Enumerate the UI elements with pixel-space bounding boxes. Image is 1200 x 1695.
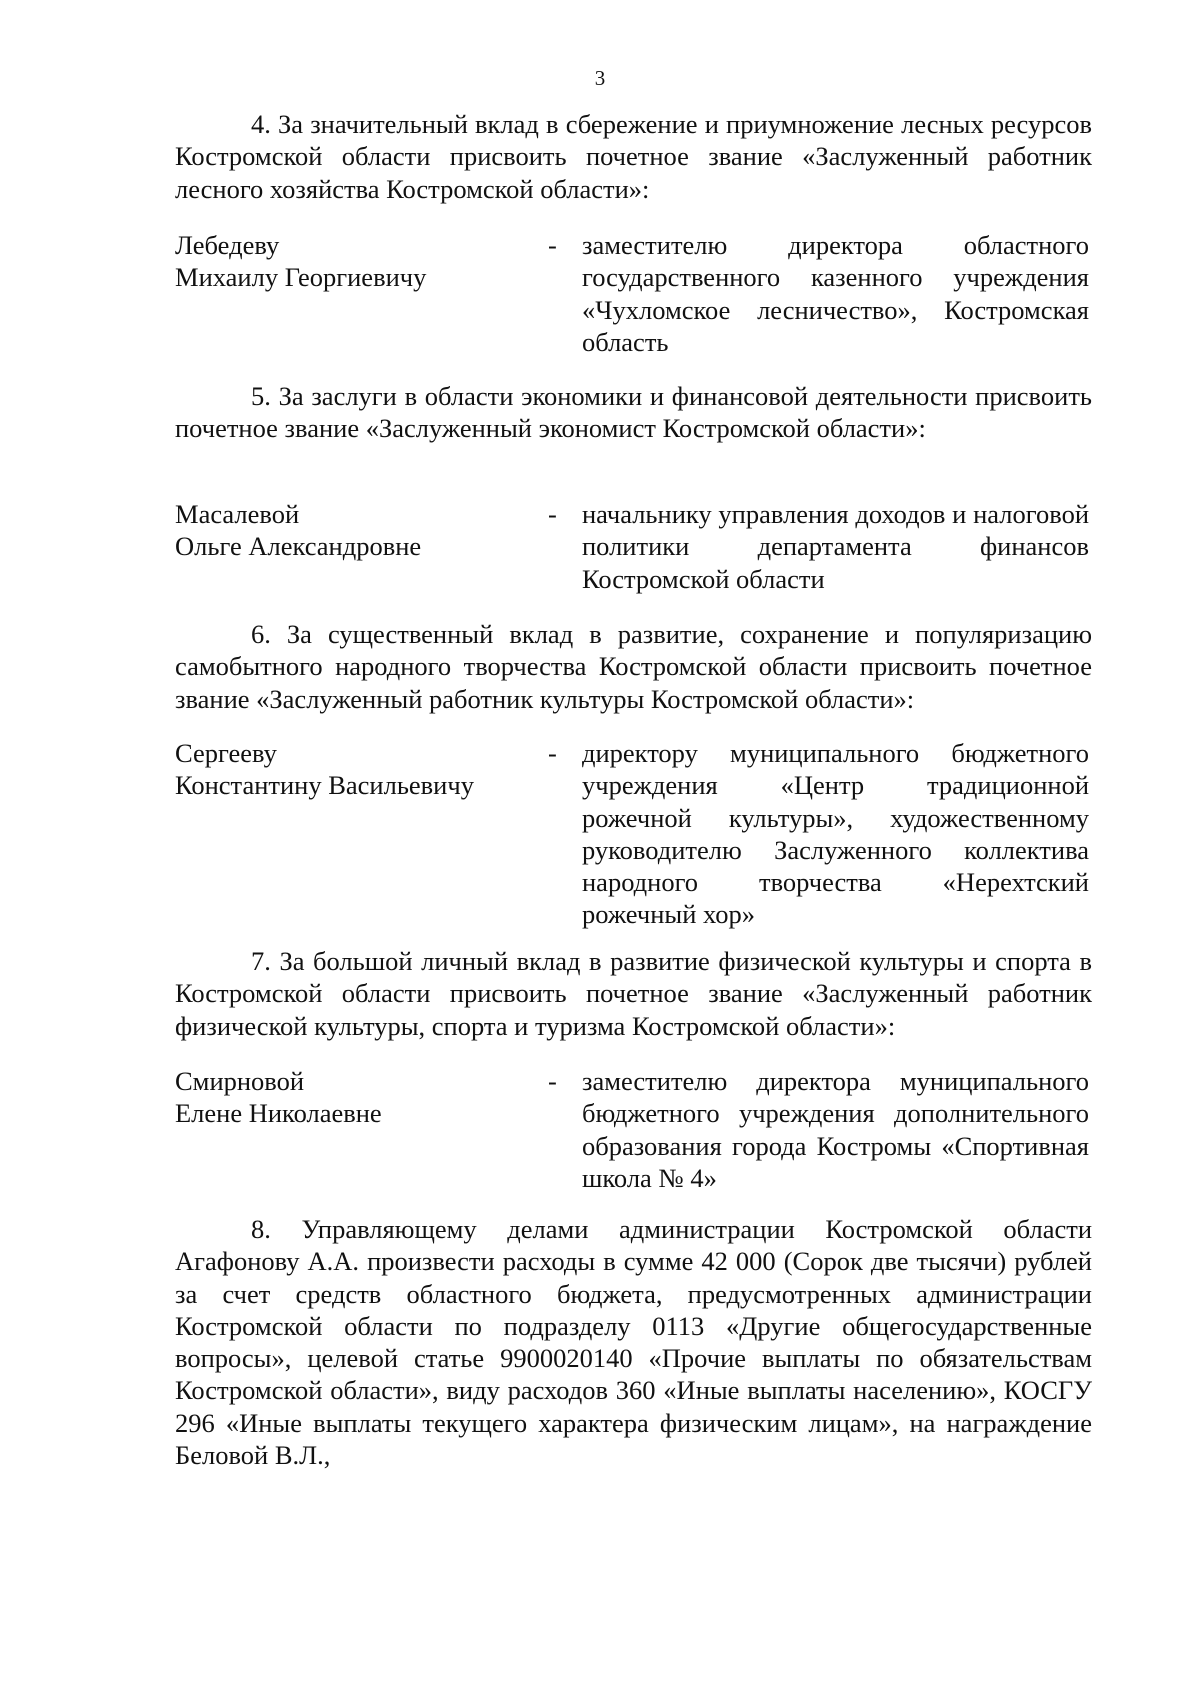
nominee-dash: - — [548, 230, 557, 260]
nominee-position: директору муниципального бюджетного учреждения «Центр традиционной рожечной культуры», художественному руководителю Заслуженного коллектива народного творчества «Нерехтский рожечный хор» — [582, 738, 1089, 930]
paragraph-4: 4. За значительный вклад в сбережение и приумножение лесных ресурсов Костромской области присвоить почетное звание «Заслуженный работник лесного хозяйства Костромской области»: — [175, 109, 1092, 204]
nominee-surname: Смирновой — [175, 1066, 305, 1096]
paragraph-6: 6. За существенный вклад в развитие, сохранение и популяризацию самобытного народного творчества Костромской области присвоить почетное звание «Заслуженный работник культуры Костромской области»: — [175, 619, 1092, 714]
nominee-name — [175, 737, 535, 802]
paragraph-5: 5. За заслуги в области экономики и финансовой деятельности присвоить почетное звание «Заслуженный экономист Костромской области»: — [175, 381, 1092, 444]
nominee-dash: - — [548, 499, 557, 529]
nominee-dash: - — [548, 738, 557, 768]
nominee-given-names: Ольге Александровне — [175, 531, 422, 562]
nominee-position: начальнику управления доходов и налоговой политики департамента финансов Костромской области — [582, 499, 1089, 594]
nominee-surname: Лебедеву — [175, 230, 280, 260]
page-number: 3 — [594, 66, 606, 90]
nominee-surname: Сергееву — [175, 738, 277, 768]
nominee-given-names: Елене Николаевне — [175, 1098, 382, 1129]
nominee-given-names: Константину Васильевичу — [175, 770, 474, 801]
nominee-given-names: Михаилу Георгиевичу — [175, 262, 427, 293]
nominee-dash: - — [548, 1066, 557, 1096]
paragraph-8: 8. Управляющему делами администрации Костромской области Агафонову А.А. произвести расходы в сумме 42 000 (Сорок две тысячи) рублей за счет средств областного бюджета, предусмотренных администрации Костромской области по подразделу 0113 «Другие общегосударственные вопросы», целевой статье 9900020140 «Прочие выплаты по обязательствам Костромской области», виду расходов 360 «Иные выплаты населению», КОСГУ 296 «Иные выплаты текущего характера физическим лицам», на награждение Беловой В.Л., — [175, 1214, 1092, 1471]
nominee-position: заместителю директора муниципального бюджетного учреждения дополнительного образования города Костромы «Спортивная школа № 4» — [582, 1066, 1089, 1193]
nominee-position: заместителю директора областного государственного казенного учреждения «Чухломское лесничество», Костромская область — [582, 230, 1089, 357]
nominee-surname: Масалевой — [175, 499, 300, 529]
nominee-name — [175, 498, 535, 563]
nominee-name — [175, 229, 535, 294]
nominee-name — [175, 1065, 535, 1130]
paragraph-7: 7. За большой личный вклад в развитие физической культуры и спорта в Костромской области присвоить почетное звание «Заслуженный работник физической культуры, спорта и туризма Костромской области»: — [175, 946, 1092, 1041]
